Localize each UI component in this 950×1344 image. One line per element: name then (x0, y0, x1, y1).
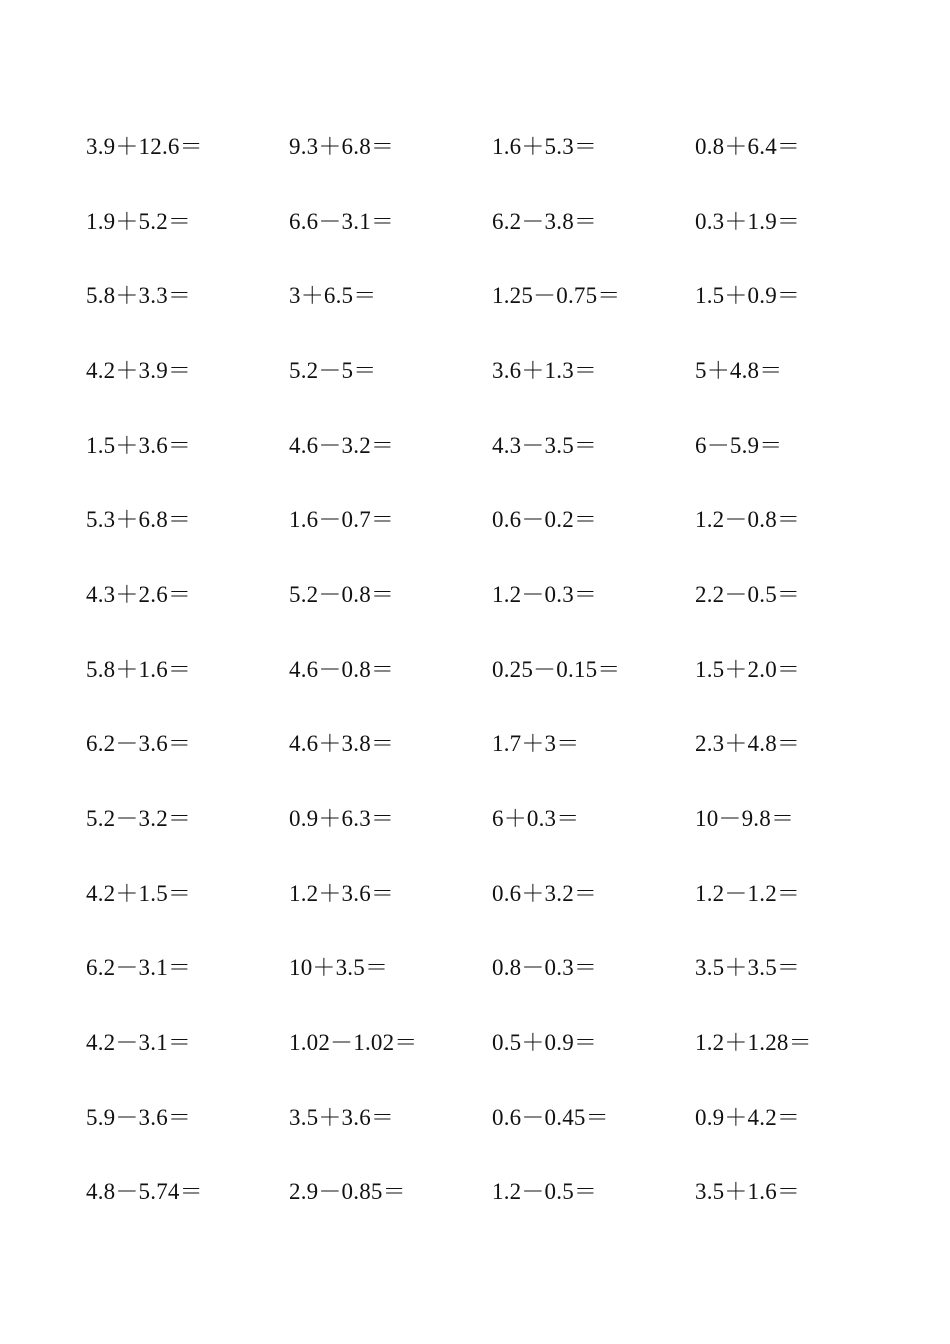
problem: 3.9＋12.6＝ (86, 134, 203, 159)
problem: 5.2－0.8＝ (289, 582, 395, 607)
problem-row-15 (0, 1177, 950, 1217)
problem-row-9 (0, 729, 950, 769)
problem: 1.02－1.02＝ (289, 1030, 418, 1055)
problem: 6.2－3.1＝ (86, 955, 192, 980)
problem: 4.2＋3.9＝ (86, 358, 192, 383)
problem: 0.8＋6.4＝ (695, 134, 801, 159)
problem: 4.3－3.5＝ (492, 433, 598, 458)
problem: 0.6－0.2＝ (492, 507, 598, 532)
problem: 0.3＋1.9＝ (695, 209, 801, 234)
problem: 1.2＋1.28＝ (695, 1030, 812, 1055)
problem: 6.6－3.1＝ (289, 209, 395, 234)
problem-row-12 (0, 953, 950, 993)
problem: 1.2－0.5＝ (492, 1179, 598, 1204)
problem: 0.6－0.45＝ (492, 1105, 609, 1130)
problem-row-6 (0, 505, 950, 545)
problem: 3.5＋1.6＝ (695, 1179, 801, 1204)
problem-row-7 (0, 580, 950, 620)
problem: 1.5＋2.0＝ (695, 657, 801, 682)
problem-row-5 (0, 431, 950, 471)
problem: 4.6＋3.8＝ (289, 731, 395, 756)
problem: 10＋3.5＝ (289, 955, 389, 980)
problem: 5.2－5＝ (289, 358, 377, 383)
problem: 1.7＋3＝ (492, 731, 580, 756)
problem: 9.3＋6.8＝ (289, 134, 395, 159)
problem: 3.6＋1.3＝ (492, 358, 598, 383)
problem: 5.3＋6.8＝ (86, 507, 192, 532)
problem: 1.2－0.3＝ (492, 582, 598, 607)
problem-row-4 (0, 356, 950, 396)
problem: 1.5＋3.6＝ (86, 433, 192, 458)
problem: 0.25－0.15＝ (492, 657, 621, 682)
problem: 3＋6.5＝ (289, 283, 377, 308)
problem: 2.3＋4.8＝ (695, 731, 801, 756)
problem: 1.9＋5.2＝ (86, 209, 192, 234)
problem: 1.2－0.8＝ (695, 507, 801, 532)
problem: 4.8－5.74＝ (86, 1179, 203, 1204)
problem-row-8 (0, 655, 950, 695)
problem: 4.3＋2.6＝ (86, 582, 192, 607)
problem: 0.8－0.3＝ (492, 955, 598, 980)
problem: 0.9＋4.2＝ (695, 1105, 801, 1130)
problem: 4.6－0.8＝ (289, 657, 395, 682)
problem: 5.8＋3.3＝ (86, 283, 192, 308)
problem: 5＋4.8＝ (695, 358, 783, 383)
problem-row-13 (0, 1028, 950, 1068)
problem: 3.5＋3.6＝ (289, 1105, 395, 1130)
problem: 1.2＋3.6＝ (289, 881, 395, 906)
problem: 1.25－0.75＝ (492, 283, 621, 308)
problem: 6.2－3.6＝ (86, 731, 192, 756)
problem: 0.5＋0.9＝ (492, 1030, 598, 1055)
problem: 2.2－0.5＝ (695, 582, 801, 607)
problem: 4.2＋1.5＝ (86, 881, 192, 906)
problem-row-11 (0, 879, 950, 919)
problem: 3.5＋3.5＝ (695, 955, 801, 980)
problem: 6＋0.3＝ (492, 806, 580, 831)
problem: 1.5＋0.9＝ (695, 283, 801, 308)
problem: 5.2－3.2＝ (86, 806, 192, 831)
problem: 6.2－3.8＝ (492, 209, 598, 234)
problem-row-2 (0, 207, 950, 247)
problem: 1.6＋5.3＝ (492, 134, 598, 159)
problem-row-3 (0, 281, 950, 321)
problem-row-10 (0, 804, 950, 844)
problem: 10－9.8＝ (695, 806, 795, 831)
problem: 1.2－1.2＝ (695, 881, 801, 906)
problem: 2.9－0.85＝ (289, 1179, 406, 1204)
problem-row-1 (0, 132, 950, 172)
problem: 1.6－0.7＝ (289, 507, 395, 532)
problem: 0.9＋6.3＝ (289, 806, 395, 831)
problem: 6－5.9＝ (695, 433, 783, 458)
problem: 4.2－3.1＝ (86, 1030, 192, 1055)
problem: 5.9－3.6＝ (86, 1105, 192, 1130)
problem-row-14 (0, 1103, 950, 1143)
problem: 4.6－3.2＝ (289, 433, 395, 458)
problem: 5.8＋1.6＝ (86, 657, 192, 682)
problem: 0.6＋3.2＝ (492, 881, 598, 906)
